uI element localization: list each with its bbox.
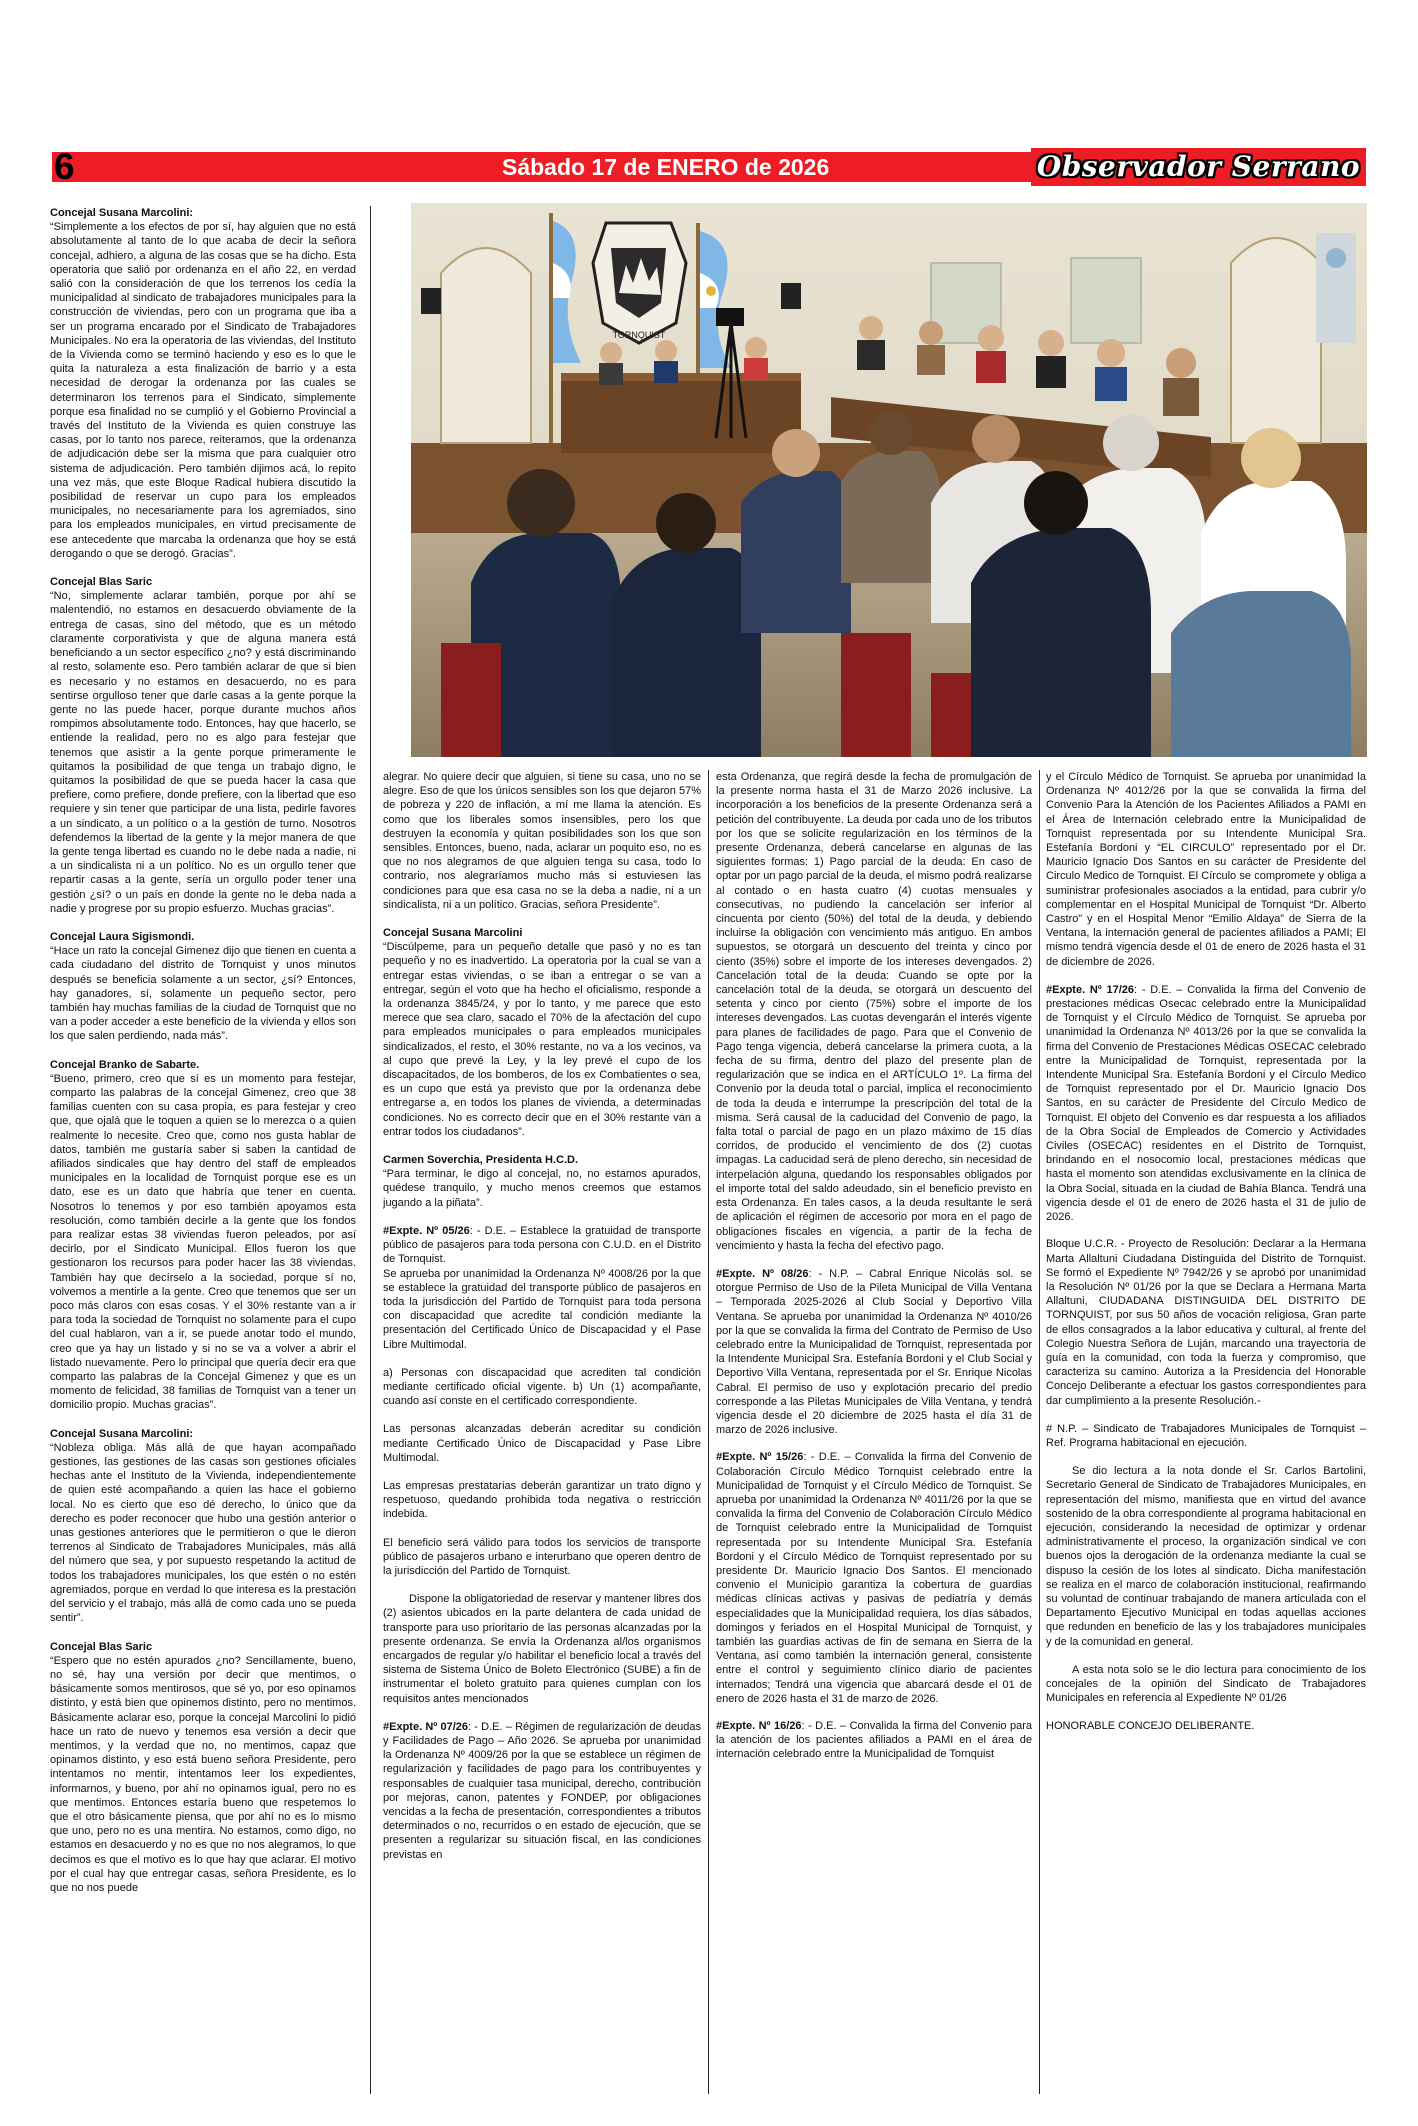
expediente-entry (716, 1719, 1032, 1762)
column-divider (1039, 770, 1040, 2094)
expediente-summary: : - D.E. – Convalida la firma del Convenio de prestaciones médicas Osecac celebrado entre la Municipalidad de Tornquist y el Círculo Médico de Tornquist. Se aprueba por unanimidad la Ordenanza Nº 4013/26 por la que se convalida la firma del Convenio de Prestaciones Médicas OSECAC celebrado entre la Municipalidad de Tornquist, representada por la Intendente Municipal Sra. Estefanía Bordoni y el Círculo Medico de Tornquist representado por el Dr. Mauricio Ignacio Dos Santos, en su carácter de Presidente del Círculo Medico de Tornquist. El objeto del Convenio es dar respuesta a los afiliados de la Obra Social de Empleados de Comercio y Actividades Civiles (OSECAC) residentes en el Distrito de Tornquist, brindando en el nosocomio local, prestaciones médicas que hasta el momento son atendidas exclusivamente en la clínica de la Obra Social, situada en la ciudad de Bahía Blanca. Tendrá una vigencia desde el 01 de enero de 2026 hasta el 31 de julio de 2026. (1046, 983, 1366, 1224)
page-number: 6 (54, 146, 75, 187)
resolution-paragraph: Las personas alcanzadas deberán acreditar su condición mediante Certificado Único de Discapacidad y Pase Libre Multimodal. (383, 1423, 701, 1464)
expediente-summary: : - D.E. – Establece la gratuidad de transporte público de pasajeros para toda persona con C.U.D. en el Distrito de Tornquist. (383, 1224, 701, 1266)
speaker-name: Carmen Soverchia, Presidenta H.C.D. (383, 1154, 579, 1167)
speech-paragraph: “Discúlpeme, para un pequeño detalle que pasó y no es tan pequeño y no es inadvertido. La operatoria por la cual se van a entregar estas viviendas, o se iban a entregar o se van a entregar, según el voto que ha hecho el oficialismo, responde a la ordenanza 3845/24, y por lo tanto, y me parece que esto merece que sea claro, sacado el 70% de la afectación del cupo para empleados municipales o para empleados municipales sindicalizados, el resto, el 30% restante, no va a los vecinos, va al cupo que prevé la Ley, y la ley prevé el cupo de los discapacitados, de los bomberos, de los ex Combatientes o sea, es un cupo que está ya previsto que por la ordenanza debe entregarse a, en todos los planes de vivienda, a determinadas condiciones. No es correcto decir que en el 30% restante van a entrar todos los ciudadanos”. (383, 941, 701, 1138)
speaker-name: Concejal Blas Saric (50, 1640, 153, 1653)
resolution-paragraph: esta Ordenanza, que regirá desde la fecha de promulgación de la presente norma hasta el 31 de Marzo 2026 inclusive. La incorporación a los beneficios de la presente Ordenanza será a petición del contribuyente. La deuda por cada uno de los tributos por los que se solicite regularización en los términos de la presente Ordenanza, deberá cancelarse en algunas de las siguientes formas: 1) Pago parcial de la deuda: En caso de optar por un pago parcial de la deuda, el mismo podrá realizarse al contado o en hasta cuatro (4) cuotas mensuales y consecutivas, no pudiendo la cancelación ser inferior al cincuenta por ciento (50%) del total de la deuda, y debiendo incluirse la obligación con vencimiento más antiguo. En ambos supuestos, se otorgará un descuento del treinta y cinco por ciento (35%) sobre el importe de los intereses devengados. 2) Cancelación total de la deuda: Cuando se opte por la cancelación total de la deuda, se otorgará un descuento del setenta y cinco por ciento (75%) sobre el importe de los intereses devengados. Las cuotas devengarán el interés vigente para planes de facilidades de pago. Para que el Convenio de Pago tenga vigencia, deberá cancelarse la primera cuota, a la fecha de su firma, dentro del plazo del presente plan de regularización que se indica en el ARTÍCULO 1º. La firma del Convenio por la deuda total o parcial, implica el reconocimiento de toda la deuda e interrumpe la prescripción del total de la misma. Será causal de la caducidad del Convenio de pago, la falta total o parcial de pago en un plazo máximo de 15 días corridos, de producido el vencimiento de dos (2) cuotas impagas. La caducidad será de pleno derecho, sin necesidad de interpelación alguna, quedando los responsables obligados por el importe total del saldo adeudado, sin el beneficio previsto en esta Ordenanza. En tales casos, a la deuda resultante le será de aplicación el régimen de accesorio por mora en el pago de obligaciones fiscales en vigencia, a partir de la fecha de vencimiento y hasta la fecha del efectivo pago. (716, 771, 1032, 1252)
resolution-paragraph: Bloque U.C.R. - Proyecto de Resolución: Declarar a la Hermana Marta Allaltuni Ciudadana Distinguida del Distrito de Tornquist. Se formó el Expediente Nº 7942/26 y se aprobó por unanimidad la Resolución Nº 01/26 por la que se Declara a Hermana Marta Allaltuni, CIUDADANA DISTINGUIDA DEL DISTRITO DE TORNQUIST, por sus 50 años de vocación religiosa, Gran parte de ellos consagrados a la labor educativa y cultural, al frente del Colegio Nuestra Señora de Luján, marcando una trayectoria de guía en la comunidad, con toda la fuerza y compromiso, que caracteriza su camino. Autoriza a la Presidencia del Honorable Concejo Deliberante a efectuar los gastos correspondientes para dar cumplimiento a la presente Resolución.- (1046, 1238, 1366, 1407)
speech-paragraph: “Nobleza obliga. Más allá de que hayan acompañado gestiones, las gestiones de las casas son gestiones oficiales hechas ante el Instituto de la Vivienda, independientemente de quien esté acompañando a quien las hace el gobierno local. No es cierto que eso dé derecho, lo único que da derecho es poder reconocer que hubo una gestión anterior o unas gestiones anteriores que le permitieron o que le dieron terrenos al Sindicato de Trabajadores Municipales, más allá del número que sea, y por supuesto respetando la actitud de todos los trabajadores municipales, los que estén o no estén agremiados, porque en verdad lo que interesa es la prestación del servicio y el trabajo, más allá de como cada uno se pueda sentir”. (50, 1441, 356, 1625)
resolution-paragraph: A esta nota solo se le dio lectura para conocimiento de los concejales de la opinión del Sindicato de Trabajadores Municipales en referencia al Expediente Nº 01/26 (1046, 1663, 1366, 1705)
article-column-2 (383, 770, 701, 2094)
speech-paragraph: “Para terminar, le digo al concejal, no, no estamos apurados, quédese tranquilo, y mucho menos creemos que estamos jugando a la piñata”. (383, 1168, 701, 1209)
article-column-3 (716, 770, 1032, 2094)
resolution-paragraph: Dispone la obligatoriedad de reservar y mantener libres dos (2) asientos ubicados en la parte delantera de cada unidad de transporte para uso prioritario de las personas alcanzadas por la presente ordenanza. Se envía la Ordenanza al/los organismos encargados de regular y/o habilitar el beneficio local a través del sistema de Sistema Único de Boleto Electrónico (SUBE) a fin de instrumentar el boleto gratuito para quienes cumplan con los requisitos antes mencionados (383, 1593, 701, 1705)
expediente-number: #Expte. Nº 16/26 (716, 1720, 802, 1732)
expediente-summary: : - D.E. – Convalida la firma del Convenio para la atención de los pacientes afiliados a PAMI en el área de internación celebrado entre la Municipalidad de Tornquist (716, 1720, 1032, 1761)
speaker-name: Concejal Susana Marcolini: (50, 207, 194, 219)
speech-paragraph: “No, simplemente aclarar también, porque por ahí se malentendió, no estamos en desacuerdo obviamente de la entrega de casas, sino del método, que es un método claramente corporativista y que de alguna manera está beneficiando a un sector específico ¿no? y está discriminando al resto, solamente eso. Pero también aclarar de que si bien es necesario y no estamos en desacuerdo, no es para sentirse orgulloso tener que darle casas a la gente porque la gente no las puede hacer, porque durante muchos años rompimos absolutamente todo. Entonces, hay que hacerlo, se entiende la realidad, pero no es algo para festejar que tenemos que asistir a la gente porque primeramente le quitamos la posibilidad de que tenga un trabajo digno, le quitamos la posibilidad de que se pueda hacer la casa que prefiere, como prefiere, donde prefiere, con la libertad que eso requiere y sin tener que participar de una lista, pedirle favores a un sindicato, a un político o a la gestión de turno. Nosotros defendemos la libertad de la gente y la mejor manera de que la gente tenga libertad es cuando no le debe nada a nadie, ni a un sindicalista ni a un político. No es un orgullo tener que repartir casas a la gente, sería un orgullo poder tener una gestión ¿sí? o un país en donde la gente no le deba nada a nadie y progrese por su propio esfuerzo. Muchas gracias”. (50, 590, 356, 915)
speech-paragraph: “Espero que no estén apurados ¿no? Sencillamente, bueno, no sé, hay una versión por decir que mentimos, o básicamente somos mentirosos, que sé yo, por eso opinamos distinto, y está bien que opinemos distinto, pero no mentimos. Básicamente aclarar eso, porque la concejal Marcolini lo pidió hace un rato de nuevo y tenemos esa versión a decir que mentimos, y la verdad que no, no mentimos, capaz que opinamos distinto, y eso está bueno señora Presidente, pero intentamos no mentir, intentamos leer los expedientes, informarnos, y bueno, por ahí no opinamos igual, pero no es que mentimos. Entonces estaría bueno que respetemos lo que el otro básicamente piensa, que por ahí no es lo mismo que uno, pero no es una mentira. No estamos, como digo, no estamos en desacuerdo y no es que no nos alegramos, lo que decimos es que el motivo es lo que hay que aclarar. El motivo por el cual hay que entregar casas, señora Presidente, es lo que no nos puede (50, 1654, 356, 1894)
resolution-paragraph: # N.P. – Sindicato de Trabajadores Municipales de Tornquist – Ref. Programa habitacional en ejecución. (1046, 1422, 1366, 1449)
article-column-4 (1046, 770, 1366, 2094)
expediente-summary: : - D.E. – Convalida la firma del Convenio de Colaboración Círculo Médico Tornquist celebrado entre la Municipalidad de Tornquist y el Círculo Médico de Tornquist. Se aprueba por unanimidad la Ordenanza Nº 4011/26 por la que se convalida la firma del Convenio de Colaboración Círculo Médico de Tornquist celebrado entre la Municipalidad de Tornquist representada por su Intendente Municipal Sra. Estefanía Bordoni y el Círculo Médico de Tornquist representado por su presidente Dr. Mauricio Ignacio Dos Santos. El mencionado convenio el Municipio garantiza la cobertura de guardias médicas clínicas activas y pasivas de pediatría y demás especialidades que la Municipalidad requiera, los días sábados, domingos y feriados en el Hospital Municipal de Tornquist, y también las guardias activas de fin de semana en Sierra de la Ventana, así como también la internación general, consistente entre el control y seguimiento clínico diario de pacientes internados; Tendrá una vigencia que abarcará desde el 01 de enero de 2026 hasta el 31 de marzo de 2026. (716, 1451, 1032, 1705)
resolution-paragraph: y el Círculo Médico de Tornquist. Se aprueba por unanimidad la Ordenanza Nº 4012/26 por la que se convalida la firma del Convenio Para la Atención de los Pacientes Afiliados a PAMI en el Área de Internación celebrado entre la Municipalidad de Tornquist representada por su Intendente Municipal Sra. Estefanía Bordoni y “EL CIRCULO” representado por el Dr. Mauricio Ignacio Dos Santos en su carácter de Presidente del Circulo Medico de Tornquist. El Círculo se compromete y obliga a suministrar profesionales asociados a la entidad, para cubrir y/o complementar en el Hospital Municipal de Tornquist “Dr. Alberto Castro” y en el Hospital Menor “Emilio Aldaya” de Sierra de la Ventana, la internación general de pacientes afiliados a PAMI; El mismo tendrá vigencia desde el 01 de enero de 2026 hasta el 31 de diciembre de 2026. (1046, 771, 1366, 968)
issue-date: Sábado 17 de ENERO de 2026 (502, 154, 830, 180)
speaker-name: Concejal Laura Sigismondi. (50, 930, 195, 943)
speech-paragraph: alegrar. No quiere decir que alguien, si tiene su casa, uno no se alegre. Eso de que los únicos sensibles son los que dejaron 57% de pobreza y 220 de inflación, a mí me llama la atención. Es como que los liberales somos insensibles, pero los que destruyen la economía y quitan posibilidades son los que son sensibles. Entonces, bueno, nada, aclarar un poquito eso, no es que no nos alegramos de que alguien tenga su casa, todo lo contrario, nos alegraríamos mucho más si estuviesen las condiciones para que esa casa no se la deba a nadie, ni a un sindicalista, ni a un político. Gracias, señora Presidente”. (383, 771, 701, 911)
expediente-entry (716, 1450, 1032, 1706)
expediente-number: #Expte. Nº 15/26 (716, 1451, 804, 1464)
coat-of-arms (593, 223, 686, 343)
expediente-entry (1046, 983, 1366, 1224)
expediente-entry (383, 1720, 701, 1862)
signature-line: HONORABLE CONCEJO DELIBERANTE. (1046, 1720, 1255, 1733)
speech-paragraph: “Simplemente a los efectos de por sí, hay alguien que no está absolutamente al tanto de lo que acaba de decir la señora concejal, adhiero, a alguna de las cosas que se ha dicho. Esta operatoria que salió por ordenanza en el año 22, en verdad salió con la consideración de que los terrenos los cedía la municipalidad al sindicato de trabajadores municipales para la construcción de viviendas, pero con un programa que iba a ser un programa encarado por el Sindicato de Trabajadores Municipales. No era la operatoria de las viviendas, del Instituto de la Vivienda como se terminó haciendo y eso es lo que le quita la naturaleza a esta finalización de barrio y a esta necesidad de derogar la ordenanza por las cuales se determinaron los terrenos para el Sindicato, simplemente porque esa finalidad no se cumplió y el Gobierno Provincial a través del Instituto de la Vivienda es quien construye las casas, por lo tanto nos parece, reiteramos, que la ordenanza de adjudicación debe ser la misma que para cualquier otro sistema de adjudicación. Pero también dijimos acá, lo repito una vez más, que este Bloque Radical hubiera discutido la posibilidad de reservar un cupo para los empleados municipales, no necesariamente para los agremiados, sino para los empleados municipales, en virtud precisamente de ese antecedente que marcaba la ordenanza que hoy se está derogando o que se derogó. Gracias”. (50, 221, 356, 560)
page-header-bar (52, 146, 1366, 187)
column-divider (370, 206, 371, 2094)
expediente-number: #Expte. Nº 07/26 (383, 1720, 469, 1733)
svg-text:TORNQUIST: TORNQUIST (612, 330, 666, 340)
resolution-paragraph: Se dio lectura a la nota donde el Sr. Carlos Bartolini, Secretario General de Sindicato de Trabajadores Municipales, en representación del mismo, manifiesta que en virtud del avance sostenido de la obra correspondiente al programa habitacional en ejecución, considerando la necesidad de optimizar y ordenar administrativamente el proceso, la organización sindical ve con buenos ojos la derogación de la ordenanza mediante la cual se dispuso la cesión de los lotes al sindicato. Dicha manifestación se realiza en el marco de colaboración institucional, reafirmando su voluntad de continuar trabajando de manera articulada con el Departamento Ejecutivo Municipal en todas aquellas acciones que redunden en beneficio de las y los trabajadores municipales y de la comunidad en general. (1046, 1465, 1366, 1648)
resolution-paragraph: Se aprueba por unanimidad la Ordenanza Nº 4008/26 por la que se establece la gratuidad del transporte público de pasajeros en toda la jurisdicción del Partido de Tornquist para toda persona con discapacidad que acredite tal condición mediante la presentación del Certificado Único de Discapacidad y el Pase Libre Multimodal. (383, 1267, 701, 1351)
expediente-summary: : - N.P. – Cabral Enrique Nicolás sol. se otorgue Permiso de Uso de la Pileta Municipal de Villa Ventana – Temporada 2025-2026 al Club Social y Deportivo Villa Ventana. Se aprueba por unanimidad la Ordenanza Nº 4010/26 por la que se convalida la firma del Contrato de Permiso de Uso celebrado entre la Municipalidad de Tornquist, representada por la Intendente Municipal Sra. Estefanía Bordoni y el Club Social y Deportivo Villa Ventana, representada por el Sr. Enrique Nicolas Cabral. El permiso de uso y explotación precario del predio corresponde a las Piletas Municipales de Villa Ventana, y tendrá vigencia desde el 20 diciembre de 2025 hasta el día 31 de marzo de 2026 inclusive. (716, 1267, 1032, 1437)
newspaper-masthead: Observador Serrano (1031, 148, 1366, 186)
article-column-1 (50, 206, 356, 2094)
resolution-paragraph: a) Personas con discapacidad que acrediten tal condición mediante certificado oficial vigente. b) Un (1) acompañante, cuando así conste en el certificado correspondiente. (383, 1366, 701, 1408)
speaker-name: Concejal Blas Saric (50, 576, 153, 589)
speaker-name: Concejal Susana Marcolini: (50, 1427, 194, 1440)
expediente-number: #Expte. Nº 17/26 (1046, 983, 1135, 996)
resolution-paragraph: Las empresas prestatarias deberán garantizar un trato digno y respetuoso, quedando prohibida toda negativa o restricción indebida. (383, 1479, 701, 1521)
resolution-paragraph: El beneficio será válido para todos los servicios de transporte público de pasajeros urbano e interurbano que operen dentro de la jurisdicción del Partido de Tornquist. (383, 1536, 701, 1577)
expediente-entry (716, 1267, 1032, 1437)
speaker-name: Concejal Branko de Sabarte. (50, 1058, 200, 1071)
expediente-entry (383, 1224, 701, 1267)
speaker-name: Concejal Susana Marcolini (383, 927, 523, 940)
speech-paragraph: “Bueno, primero, creo que sí es un momento para festejar, comparto las palabras de la concejal Gimenez, creo que 38 familias cuenten con su casa propia, es para festejar y creo que, que ojalá que le toquen a quien se lo merezca o a quien realmente lo necesite. Creo que, como nos gusta hablar de datos, también me gustaría saber si saben la cantidad de afiliados sindicales que hay dentro del staff de empleados municipales en la localidad de Tornquist porque ese es un dato, ese es un dato que habría que tener en cuenta. Nosotros lo tenemos y por eso también apoyamos esta resolución, como también decirle a la gente que los fondos para realizar estas 38 viviendas fueron peleados, por así decirlo, por el Sindicato Municipal. Ellos fueron los que gestionaron los recursos para poder hacer las 38 viviendas. También hay que decírselo a la sociedad, porque sí no, volvemos a mentirle a la gente. Creo que tenemos que ser un poco más claros con esas cosas. Y el 30% restante van a ir para toda la sociedad de Tornquist no solamente para el cupo del cual hablaron, van a ir, se puede anotar todo el mundo, creo que ya hay un listado y si no se va a volver a abrir el listado nuevamente. Pero lo principal que quería decir era que comparto las palabras de la Concejal Gimenez y que es un momento de felicidad, 38 familias de Tornquist van a tener un domicilio propio. Muchas gracias”. (50, 1072, 356, 1412)
expediente-number: #Expte. Nº 05/26 (383, 1224, 470, 1237)
expediente-summary: : - D.E. – Régimen de regularización de deudas y Facilidades de Pago – Año 2026. Se aprueba por unanimidad la Ordenanza Nº 4009/26 por la que se establece un régimen de regularización y facilidades de pago para los contribuyentes y responsables de cualquier tasa municipal, derecho, contribución por mejoras, canon, patentes y FONDEP, por obligaciones vencidas a la fecha de presentación, correspondientes a tributos determinados o no, recurridos o en estado de ejecución, que se presenten a regularizar su situación fiscal, en las condiciones previstas en (383, 1720, 701, 1861)
council-session-photo (411, 203, 1367, 757)
speech-paragraph: “Hace un rato la concejal Gimenez dijo que tienen en cuenta a cada ciudadano del distrito de Tornquist y unos minutos después se beneficia solamente a un sector, ¿sí? Entonces, hay ganadores, sí, solamente un pequeño sector, pero también hay muchas familias de la ciudad de Tornquist que no van a poder acceder a este beneficio de la vivienda y ellos son los que salen perdiendo, nada más”. (50, 945, 356, 1043)
column-divider (708, 770, 709, 2094)
expediente-number: #Expte. Nº 08/26 (716, 1267, 809, 1280)
